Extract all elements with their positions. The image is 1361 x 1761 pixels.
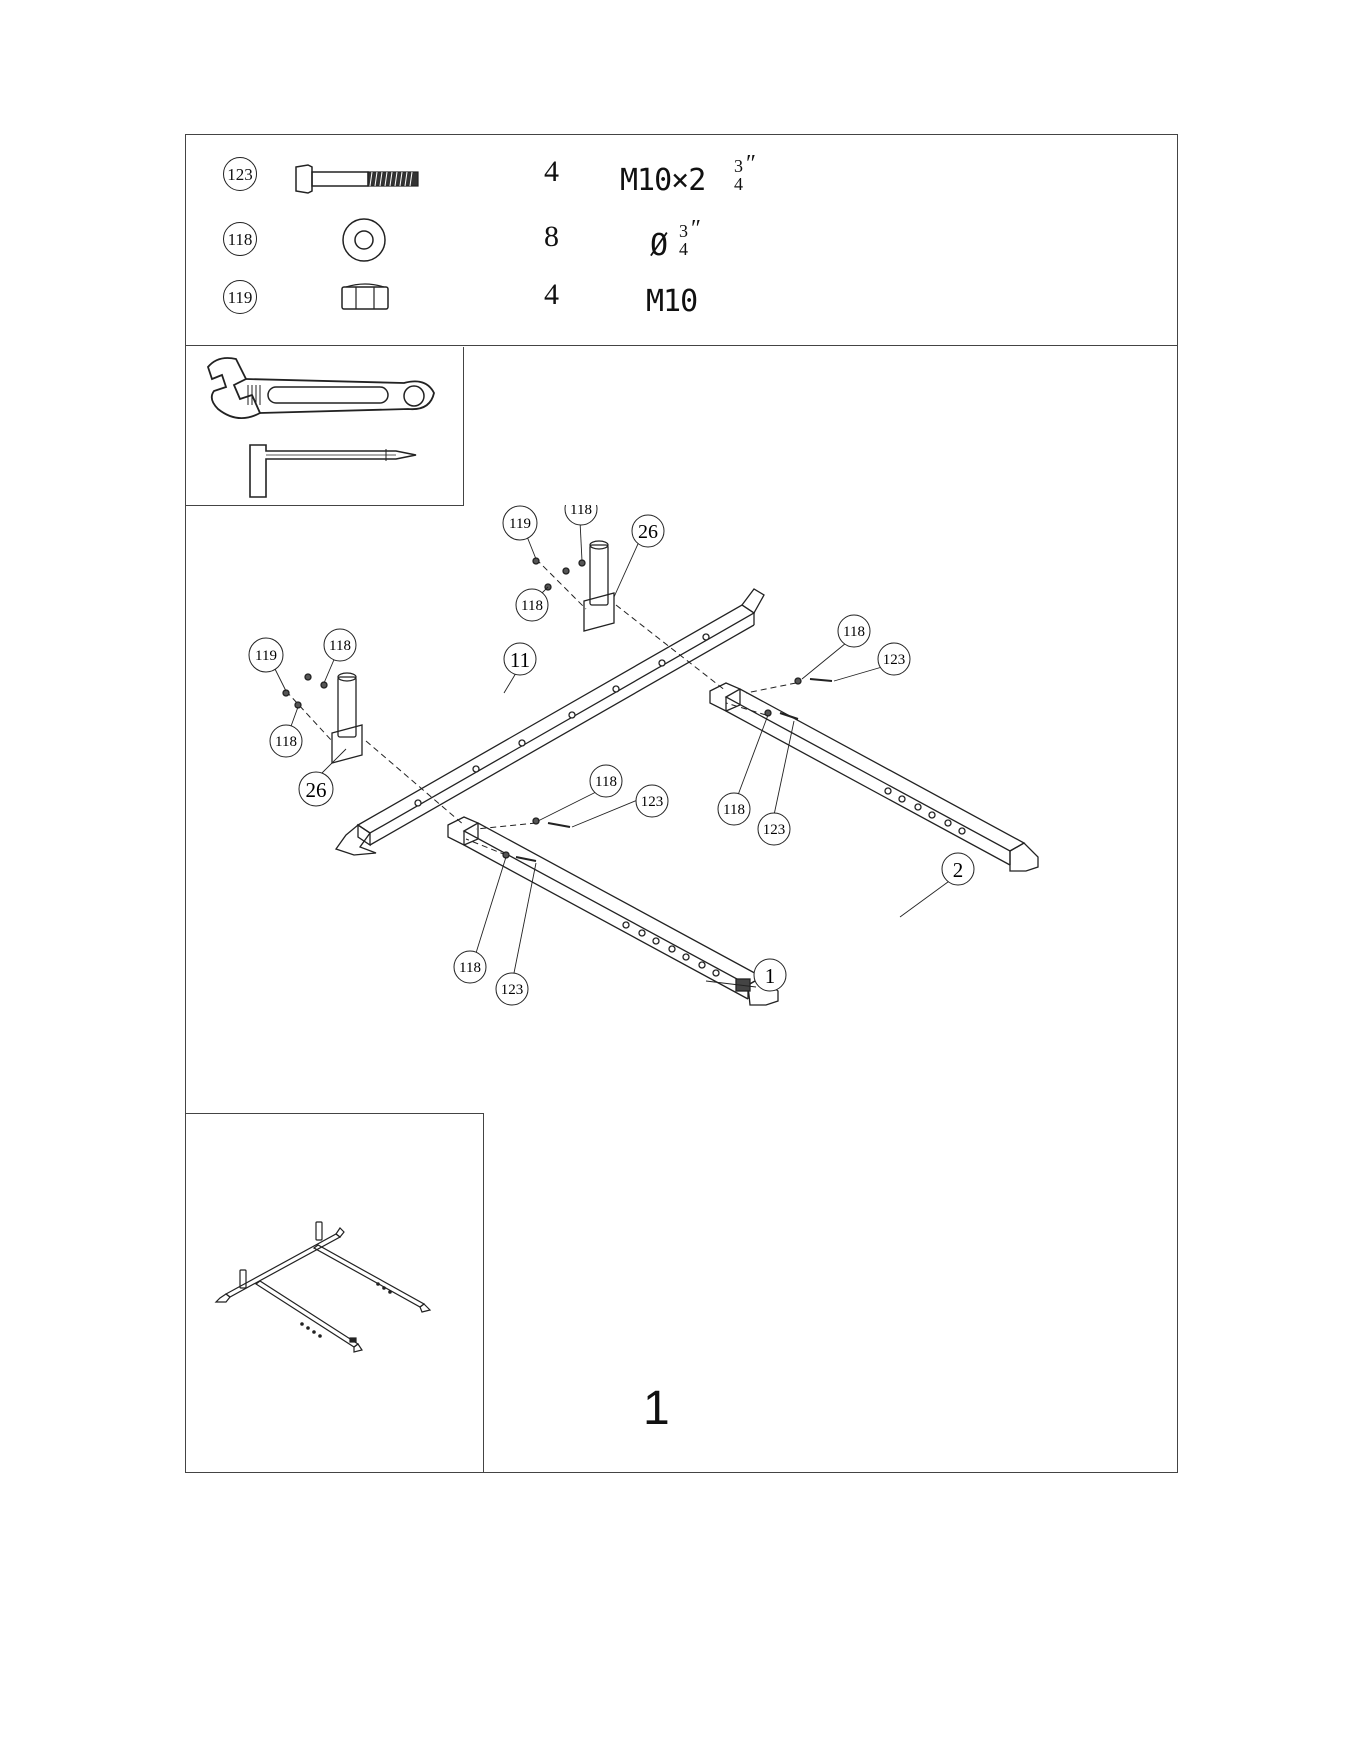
- bolt-icon: [294, 163, 454, 195]
- fraction-denominator: 4: [679, 239, 688, 259]
- inch-mark: ″: [746, 151, 756, 177]
- callout-123: [758, 813, 790, 845]
- svg-text:118: 118: [329, 638, 351, 654]
- callout-123: [878, 643, 910, 675]
- svg-text:118: 118: [459, 960, 481, 976]
- upright-part-26-back: [584, 541, 614, 631]
- inch-fraction: [734, 157, 743, 193]
- inch-fraction: [679, 222, 688, 258]
- svg-text:26: 26: [638, 521, 658, 543]
- svg-text:118: 118: [275, 734, 297, 750]
- svg-text:119: 119: [255, 648, 277, 664]
- wrench-icon: [204, 353, 444, 433]
- hardware-row-bolt: [186, 151, 1177, 207]
- instruction-frame: [185, 134, 1178, 1473]
- callout-118: [565, 505, 597, 525]
- svg-text:118: 118: [570, 505, 592, 518]
- svg-text:119: 119: [509, 516, 531, 532]
- svg-text:118: 118: [595, 774, 617, 790]
- inch-mark: ″: [691, 216, 701, 242]
- assembly-diagram: [186, 505, 1177, 1105]
- part-id-badge: 118: [223, 222, 257, 256]
- svg-text:123: 123: [762, 822, 786, 838]
- leg-part-1: [448, 817, 778, 1005]
- fraction-denominator: 4: [734, 174, 743, 194]
- quantity: 4: [544, 278, 559, 311]
- callout-26: [632, 515, 664, 547]
- svg-text:123: 123: [500, 982, 524, 998]
- size-spec: M10×2: [620, 163, 706, 198]
- callout-118: [454, 951, 486, 983]
- svg-text:118: 118: [723, 802, 745, 818]
- quantity: 4: [544, 155, 559, 188]
- callout-119: [503, 506, 537, 540]
- allen-key-icon: [246, 441, 426, 501]
- svg-text:123: 123: [640, 794, 664, 810]
- part-id-badge: 119: [223, 280, 257, 314]
- callout-11: [504, 643, 536, 675]
- assembled-frame-icon: [206, 1214, 466, 1374]
- svg-text:26: 26: [305, 778, 327, 802]
- svg-text:11: 11: [509, 648, 531, 672]
- callout-1: [754, 959, 786, 991]
- svg-text:123: 123: [882, 652, 906, 668]
- tools-panel: [186, 347, 464, 506]
- hardware-row-washer: [186, 216, 1177, 272]
- upright-part-26-front: [332, 673, 362, 763]
- callout-2: [942, 853, 974, 885]
- hardware-row-nut: [186, 280, 1177, 330]
- part-id-badge: 123: [223, 157, 257, 191]
- nut-icon: [340, 283, 390, 311]
- callout-118: [324, 629, 356, 661]
- step-number: 1: [643, 1382, 670, 1435]
- svg-text:2: 2: [952, 858, 964, 882]
- callout-118: [838, 615, 870, 647]
- callout-26: [299, 772, 333, 806]
- size-spec: M10: [646, 284, 698, 319]
- callout-119: [249, 638, 283, 672]
- divider: [186, 345, 1177, 346]
- callouts: [249, 505, 974, 1005]
- svg-text:118: 118: [843, 624, 865, 640]
- size-spec: Ø: [650, 228, 668, 263]
- completed-assembly-thumbnail: [186, 1113, 484, 1473]
- callout-123: [636, 785, 668, 817]
- fraction-numerator: 3: [679, 221, 688, 241]
- callout-118: [270, 725, 302, 757]
- svg-text:1: 1: [764, 964, 776, 988]
- callout-123: [496, 973, 528, 1005]
- callout-118: [590, 765, 622, 797]
- leg-part-2: [710, 683, 1038, 871]
- washer-icon: [341, 217, 387, 263]
- callout-118: [718, 793, 750, 825]
- callout-118: [516, 589, 548, 621]
- quantity: 8: [544, 220, 559, 253]
- fraction-numerator: 3: [734, 156, 743, 176]
- svg-text:118: 118: [521, 598, 543, 614]
